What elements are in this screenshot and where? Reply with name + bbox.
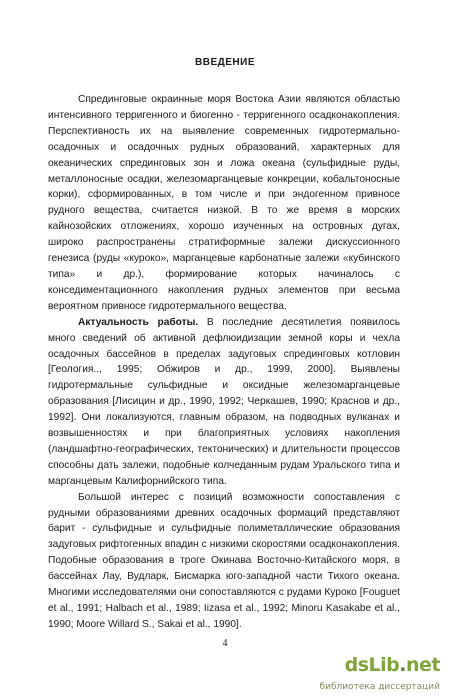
watermark — [319, 654, 442, 694]
watermark-subtitle: библиотека диссертаций — [319, 682, 440, 692]
watermark-logo — [345, 654, 440, 676]
paragraph-comparison: Большой интерес с позиций возможности сопоставления с рудными образованиями древних осадочных формаций представляют барит - сульфидные и сульфидные полиметаллические образования задуговых рифтогенных впадин с низкими скоростями осадконакопления. Подобные образования в троге Окинава Восточно-Китайского моря, в бассейнах Лау, Вудларк, Бисмарка юго-западной части Тихого океана. Многими исследователями они сопоставляются с рудами Куроко [Fouguet et al., 1991; Halbach et al., 1989; Iizasa et al., 1992; Minoru Kasakabe et al., 1990; Moore Willard S., Sakai et al., 1990]. — [48, 491, 400, 630]
paragraph-relevance — [48, 315, 400, 490]
watermark-logo-dot: . — [399, 654, 406, 676]
page-number: 4 — [222, 638, 228, 649]
section-title: ВВЕДЕНИЕ — [195, 57, 255, 68]
paragraph-relevance-text: В последние десятилетия появилось много сведений об активной дефлюидизации земной коры и чехла осадочных бассейнов в пределах задуговых спрединговых котловин [Геология.., 1995; Обжиров и др., 1999, 2000]. Выявлены гидротермальные сульфидные и оксидные железомарганцевые образования [Лисицин и др., 1990, 1992; Черкашев, 1990; Краснов и др., 1992]. Они локализуются, главным образом, на подводных вулканах и возвышенностях и при благоприятных условиях накопления (ландшафтно-географических, тектонических) и длительности процессов способны дать залежи, подобные колчеданным рудам Уральского типа и марганцевым Калифорнийского типа. — [48, 316, 401, 487]
watermark-logo-tld: net — [406, 654, 440, 676]
body-text — [48, 92, 400, 633]
watermark-logo-main: dsLib — [344, 654, 400, 676]
paragraph-intro: Спрединговые окраинные моря Востока Азии являются областью интенсивного терригенного и биогенно - терригенного осадконакопления. Перспективность их на выявление современных гидротермально-осадочных и осадочных рудных образований, характерных для океанических спрединговых зон и ложа океана (сульфидные руды, металлоносные осадки, железомарганцевые конкреции, кобальтоносные корки), сформированных, в том числе и при эндогенном привносе рудного вещества, считается низкой. В то же время в морских кайнозойских отложениях, хорошо изученных на островных дугах, широко распространены стратиформные залежи дискуссионного генезиса (руды «куроко», марганцевые карбонатные залежи «кубинского типа» и др.), формирование которых начиналось с конседиментационного накопления рудных элементов при весьма вероятном привносе гидротермального вещества. — [48, 94, 400, 312]
paragraph-lead: Актуальность работы. — [78, 316, 199, 328]
